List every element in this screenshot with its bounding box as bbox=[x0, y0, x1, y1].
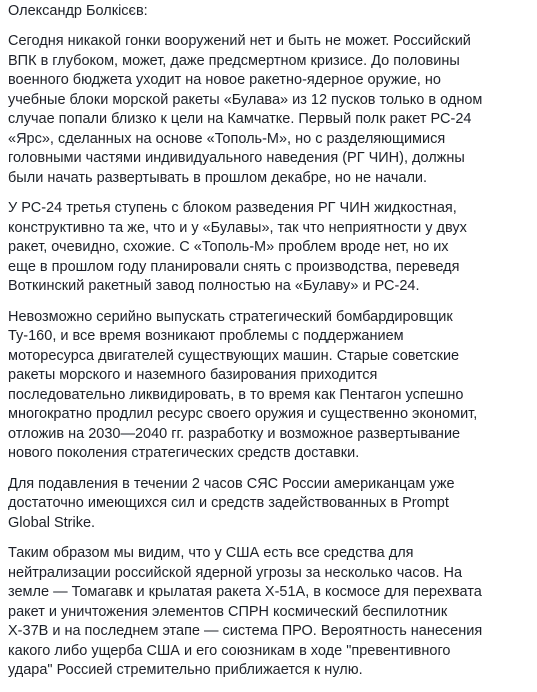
post-body bbox=[8, 2, 533, 692]
text-line: случае попали близко к цели на Камчатке. Первый полк ракет РС-24 bbox=[8, 111, 472, 127]
text-line: Х-37В и на последнем этапе — система ПРО. Вероятность нанесения bbox=[8, 623, 483, 639]
text-line: Для подавления в течении 2 часов СЯС России американцам уже bbox=[8, 475, 455, 492]
text-line: учебные блоки морской ракеты «Булава» из 12 пусков только в одном bbox=[8, 91, 483, 108]
text-line: ракет и уничтожения элементов СПРН космический беспилотник bbox=[8, 603, 448, 620]
text-line: удара" Россией стремительно приближается к нулю. bbox=[8, 662, 363, 678]
paragraph-5 bbox=[8, 544, 533, 681]
text-line: Сегодня никакой гонки вооружений нет и быть не может. Российский bbox=[8, 33, 471, 49]
author-name[interactable]: Олександр Болкісєв: bbox=[8, 3, 148, 19]
text-line: многократно продлил ресурс своего оружия и существенно экономит, bbox=[8, 406, 478, 422]
text-line: нового поколения стратегических средств доставки. bbox=[8, 445, 360, 461]
text-line: военного бюджета уходит на новое ракетно-ядерное оружие, но bbox=[8, 72, 441, 88]
text-line: ракеты морского и наземного базирования приходится bbox=[8, 367, 378, 383]
text-line: какого либо ущерба США и его союзникам в ходе "превентивного bbox=[8, 642, 451, 659]
text-line: ракет, очевидно, схожие. С «Тополь-М» проблем вроде нет, но их bbox=[8, 239, 449, 255]
text-line: Невозможно серийно выпускать стратегический бомбардировщик bbox=[8, 308, 453, 325]
text-line: моторесурса двигателей существующих машин. Старые советские bbox=[8, 347, 460, 364]
text-line: еще в прошлом году планировали снять с производства, переведя bbox=[8, 258, 460, 275]
text-line: Воткинский ракетный завод полностью на «Булаву» и РС-24. bbox=[8, 278, 420, 294]
text-line: земле — Томагавк и крылатая ракета Х-51А, в космосе для перехвата bbox=[8, 584, 482, 600]
text-line: были начать развертывать в прошлом декабре, но не начали. bbox=[8, 169, 428, 186]
paragraph-3 bbox=[8, 308, 533, 464]
paragraph-1 bbox=[8, 32, 533, 188]
paragraph-4 bbox=[8, 475, 533, 534]
text-line: достаточно имеющихся сил и средств задействованных в Prompt bbox=[8, 495, 449, 511]
text-line: Ту-160, и все время возникают проблемы с поддержанием bbox=[8, 328, 404, 344]
text-line: У РС-24 третья ступень с блоком разведения РГ ЧИН жидкостная, bbox=[8, 200, 457, 216]
text-line: ВПК в глубоком, может, даже предсмертном кризисе. До половины bbox=[8, 52, 460, 69]
text-line: нейтрализации российской ядерной угрозы за несколько часов. На bbox=[8, 564, 463, 581]
text-line: Таким образом мы видим, что у США есть все средства для bbox=[8, 545, 414, 561]
text-line: Global Strike. bbox=[8, 514, 96, 531]
paragraph-2 bbox=[8, 199, 533, 297]
text-line: конструктивно та же, что и у «Булавы», так что неприятности у двух bbox=[8, 219, 467, 236]
text-line: последовательно ликвидировать, в то время как Пентагон успешно bbox=[8, 386, 464, 403]
text-line: «Ярс», сделанных на основе «Тополь-М», но с разделяющимися bbox=[8, 130, 446, 147]
text-line: головными частями индивидуального наведения (РГ ЧИН), должны bbox=[8, 150, 465, 166]
text-line: отложив на 2030—2040 гг. разработку и возможное развертывание bbox=[8, 425, 461, 442]
